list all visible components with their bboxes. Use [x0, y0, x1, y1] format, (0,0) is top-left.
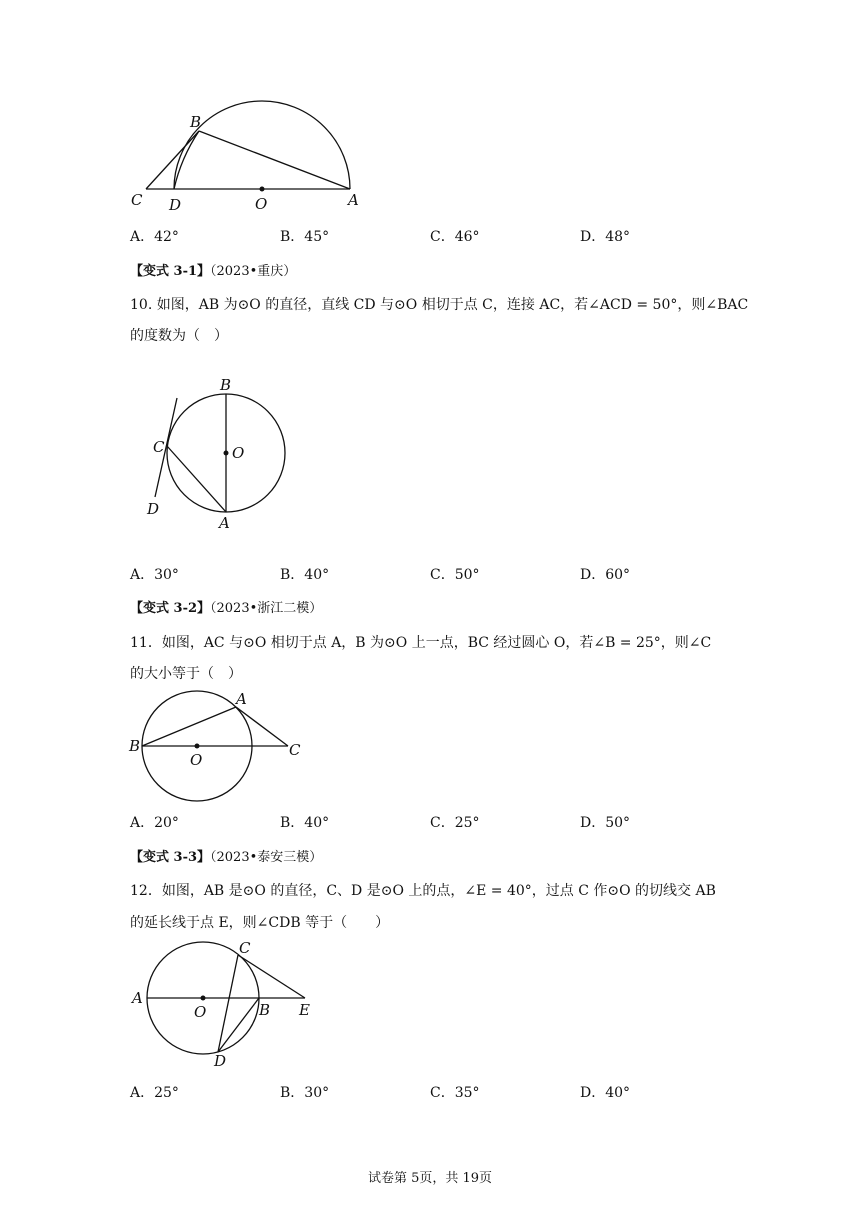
q9-option-a[interactable]: A．42°: [130, 229, 179, 245]
q11-text-line1: 11．如图，AC 与⊙O 相切于点 A，B 为⊙O 上一点，BC 经过圆心 O，若∠B = 25°，则∠C: [130, 635, 712, 651]
q11-option-a[interactable]: A．20°: [130, 815, 179, 831]
label-d: D: [147, 500, 160, 518]
q12-option-c[interactable]: C．35°: [430, 1085, 480, 1101]
q12-option-b[interactable]: B．30°: [280, 1085, 330, 1101]
label-c: C: [131, 191, 143, 209]
label-c: C: [239, 939, 251, 957]
q10-header-tag: 【变式 3-1】: [130, 264, 211, 279]
label-b: B: [190, 113, 202, 131]
q9-option-c[interactable]: C．46°: [430, 229, 480, 245]
q10-option-d[interactable]: D．60°: [580, 567, 631, 583]
label-c: C: [289, 741, 301, 759]
label-o: O: [232, 444, 245, 462]
label-d: D: [169, 196, 182, 214]
q10-option-a[interactable]: A．30°: [130, 567, 179, 583]
chord-cd: [218, 955, 238, 1052]
q11-header-source: （2023•浙江二模）: [210, 601, 323, 616]
tangent-ce: [238, 955, 305, 998]
q11-option-d[interactable]: D．50°: [580, 815, 631, 831]
label-o: O: [194, 1003, 207, 1021]
label-b: B: [220, 376, 232, 394]
label-c: C: [153, 438, 165, 456]
q9-option-b[interactable]: B．45°: [280, 229, 330, 245]
q12-text-line1: 12．如图，AB 是⊙O 的直径，C、D 是⊙O 上的点，∠E = 40°，过点 C 作⊙O 的切线交 AB: [130, 883, 716, 899]
label-b: B: [259, 1001, 271, 1019]
q11-option-c[interactable]: C．25°: [430, 815, 480, 831]
label-o: O: [190, 751, 203, 769]
q12-option-d[interactable]: D．40°: [580, 1085, 631, 1101]
label-e: E: [299, 1001, 310, 1019]
q11-header-tag: 【变式 3-2】: [130, 601, 211, 616]
label-a: A: [236, 690, 247, 708]
q12-option-a[interactable]: A．25°: [130, 1085, 179, 1101]
q12-text-line2: 的延长线于点 E，则∠CDB 等于（ ）: [130, 915, 390, 931]
label-a: A: [132, 989, 143, 1007]
q10-option-b[interactable]: B．40°: [280, 567, 330, 583]
q11-option-b[interactable]: B．40°: [280, 815, 330, 831]
q9-option-d[interactable]: D．48°: [580, 229, 631, 245]
q10-option-c[interactable]: C．50°: [430, 567, 480, 583]
label-a: A: [348, 191, 359, 209]
center-point-o: [201, 996, 206, 1001]
q10-header-source: （2023•重庆）: [210, 264, 297, 279]
label-o: O: [255, 195, 268, 213]
q10-text-line2: 的度数为（ ）: [130, 328, 228, 344]
q10-text-line1: 10. 如图，AB 为⊙O 的直径，直线 CD 与⊙O 相切于点 C，连接 AC，若∠ACD = 50°，则∠BAC: [130, 297, 749, 313]
label-d: D: [214, 1052, 227, 1070]
q11-text-line2: 的大小等于（ ）: [130, 666, 242, 682]
label-a: A: [219, 514, 230, 532]
q12-header-source: （2023•泰安三模）: [210, 850, 323, 865]
page-footer: 试卷第 5页，共 19页: [367, 1171, 493, 1186]
q12-header-tag: 【变式 3-3】: [130, 850, 211, 865]
label-b: B: [129, 737, 141, 755]
